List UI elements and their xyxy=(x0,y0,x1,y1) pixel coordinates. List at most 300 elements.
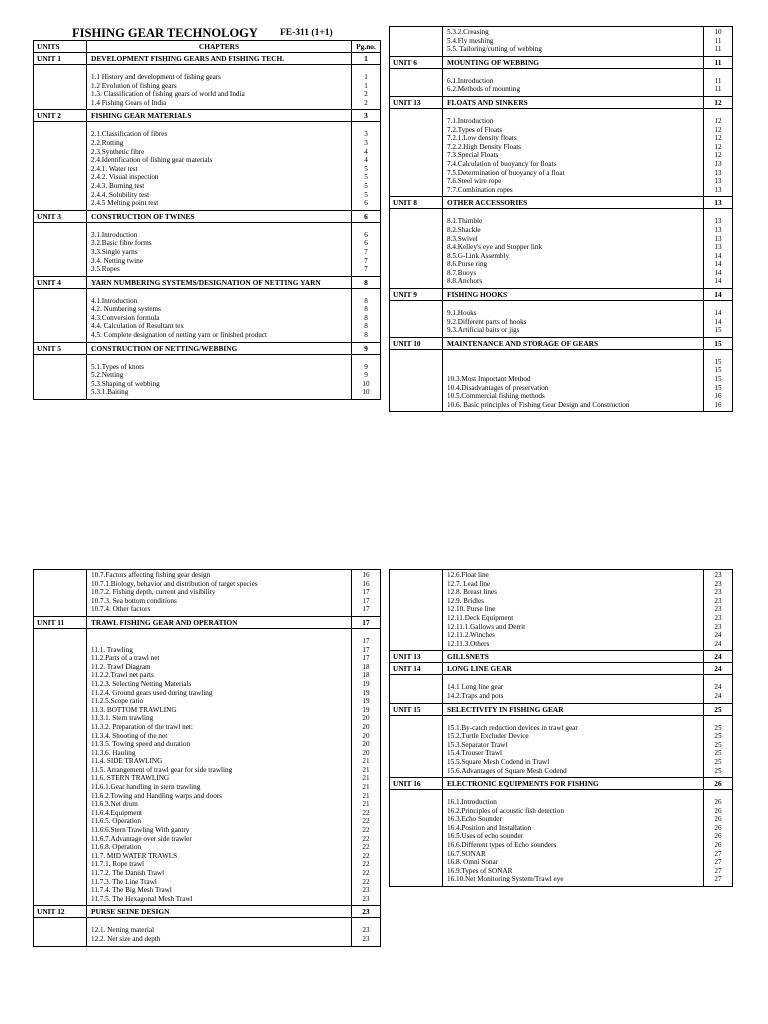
topic-page-number: 20 xyxy=(362,748,370,757)
topic-page-number: 23 xyxy=(362,886,370,895)
topic-page-number: 23 xyxy=(714,613,722,622)
unit-heading-row xyxy=(34,109,380,121)
unit-topics-row xyxy=(390,208,732,288)
topic-item: 11.6.3.Net drum xyxy=(91,800,138,809)
topic-pages xyxy=(352,223,380,276)
unit-label: UNIT 11 xyxy=(34,617,87,628)
topic-item: 10.7.2. Fishing depth, current and visibility xyxy=(91,588,216,597)
unit-title: CONSTRUCTION OF NETTING/WEBBING xyxy=(87,343,352,354)
topic-page-number: 19 xyxy=(362,688,370,697)
topic-page-number: 23 xyxy=(714,622,722,631)
unit-title: GILLSNETS xyxy=(443,651,704,662)
topic-item: 10.7.4. Other factors xyxy=(91,605,151,614)
topic-item: 12.8. Breast lines xyxy=(447,588,497,597)
unit-label: UNIT 8 xyxy=(390,197,443,208)
topic-page-number: 13 xyxy=(714,217,722,226)
unit-page: 14 xyxy=(714,290,722,300)
header-chapters: CHAPTERS xyxy=(87,41,352,52)
topic-item: 12.11.2.Winches xyxy=(447,631,495,640)
unit-blank-cell xyxy=(390,570,443,650)
topic-item: 11.3.4. Shooting of the net xyxy=(91,731,168,740)
topic-item: 2.4.1. Water test xyxy=(91,164,138,173)
topic-item: 12.10. Purse line xyxy=(447,605,496,614)
unit-title: MOUNTING OF WEBBING xyxy=(443,57,704,68)
topic-page-number: 26 xyxy=(714,832,722,841)
topic-item: 11.7.4. The Big Mesh Trawl xyxy=(91,886,172,895)
topic-item: 1.3. Classification of fishing gears of world and India xyxy=(91,90,245,99)
topic-item: 11.5. Arrangement of trawl gear for side trawling xyxy=(91,765,233,774)
unit-label: UNIT 9 xyxy=(390,289,443,300)
topic-page-number: 21 xyxy=(362,800,370,809)
topic-pages xyxy=(704,209,732,288)
topic-item: 11.7.2. The Danish Trawl xyxy=(91,869,165,877)
topic-page-number: 8 xyxy=(364,296,368,305)
topic-item: 12.2. Net size and depth xyxy=(91,934,161,943)
topic-page-number: 6 xyxy=(364,199,368,208)
topic-page-number: 22 xyxy=(362,860,370,869)
topic-item: 10.7.1.Biology, behavior and distribution of target species xyxy=(91,579,258,588)
topic-item: 6.2.Methods of mounting xyxy=(447,85,521,94)
topic-item: 3.4. Netting twine xyxy=(91,256,143,265)
unit-title: CONSTRUCTION OF TWINES xyxy=(87,211,352,222)
topic-page-number: 14 xyxy=(714,268,722,277)
topic-page-number: 25 xyxy=(714,723,722,732)
topic-item: 5.3.1.Baiting xyxy=(91,388,129,397)
topic-item: 11.2.3. Selecting Netting Materials xyxy=(91,679,192,688)
topic-pages xyxy=(352,65,380,109)
topic-list xyxy=(87,223,352,276)
topic-page-number: 27 xyxy=(714,875,722,884)
topic-item: 16.8. Omni Sonar xyxy=(447,858,499,867)
topic-page-number: 1 xyxy=(364,73,368,81)
topic-page-number: 9 xyxy=(364,362,368,371)
topic-page-number: 5 xyxy=(364,164,368,173)
unit-heading-row xyxy=(390,662,732,674)
topic-item: 11.2.5.Scope ratio xyxy=(91,697,144,706)
topic-page-number: 5 xyxy=(364,173,368,182)
topic-page-number: 2 xyxy=(364,98,368,107)
topic-page-number: 12 xyxy=(714,125,722,134)
unit-heading-row xyxy=(390,196,732,208)
topic-item: 10.7.3. Sea bottom conditions xyxy=(91,596,177,605)
topic-item: 9.1.Hooks xyxy=(447,309,477,318)
topic-item: 7.4.Calculation of buoyancy for floats xyxy=(447,159,557,168)
course-code: FE-311 (1+1) xyxy=(280,28,333,38)
topic-page-number: 13 xyxy=(714,168,722,177)
topic-item: 11.6.1.Gear handling in stern trawling xyxy=(91,783,201,792)
topic-item: 15.5.Square Mesh Codend in Trawl xyxy=(447,757,550,766)
unit-heading-row xyxy=(390,703,732,715)
unit-heading-row xyxy=(34,616,380,628)
topic-page-number: 8 xyxy=(364,313,368,322)
topic-page-number: 8 xyxy=(364,322,368,331)
topic-page-number: 7 xyxy=(364,256,368,265)
unit-blank-cell xyxy=(34,629,87,905)
topic-item: 11.6.5. Operation xyxy=(91,817,142,826)
unit-title: DEVELOPMENT FISHING GEARS AND FISHING TECH. xyxy=(87,53,352,64)
topic-item: 15.2.Turtle Excluder Device xyxy=(447,732,529,741)
topic-list xyxy=(87,570,352,616)
topic-page-number: 11 xyxy=(714,45,722,54)
topic-item: 10.7.Factors affecting fishing gear design xyxy=(91,571,211,579)
topic-item: 15.3.Separator Trawl xyxy=(447,740,508,749)
topic-item: 10.4.Disadvantages of preservation xyxy=(447,383,549,392)
topic-item: 10.5.Commercial fishing methods xyxy=(447,392,545,401)
topic-pages xyxy=(704,69,732,96)
topic-page-number: 22 xyxy=(362,826,370,835)
topic-item: 16.4.Position and Installation xyxy=(447,823,532,832)
topic-page-number: 15 xyxy=(714,326,722,335)
topic-item: 6.1.Introduction xyxy=(447,76,494,85)
unit-heading-row xyxy=(390,56,732,68)
topic-item: 11.6. STERN TRAWLING xyxy=(91,774,170,783)
topic-item: 14.1 Long line gear xyxy=(447,683,504,692)
topic-page-number: 26 xyxy=(714,806,722,815)
topic-page-number: 4 xyxy=(364,147,368,156)
topic-page-number: 14 xyxy=(714,317,722,326)
topic-item: 2.3.Synthetic fibre xyxy=(91,147,145,156)
unit-title: YARN NUMBERING SYSTEMS/DESIGNATION OF NETTING YARN xyxy=(87,277,352,288)
topic-page-number: 20 xyxy=(362,714,370,723)
unit-heading-row xyxy=(390,777,732,789)
unit-title: MAINTENANCE AND STORAGE OF GEARS xyxy=(443,338,704,349)
topic-item: 11.7.1. Rope trawl xyxy=(91,860,145,869)
topic-item: 11.4. SIDE TRAWLING xyxy=(91,757,163,766)
topic-page-number: 6 xyxy=(364,239,368,248)
unit-page: 26 xyxy=(714,779,722,789)
topic-item: 8.5.G-Link Assembly xyxy=(447,251,510,260)
topic-page-number: 3 xyxy=(364,130,368,139)
topic-page-number: 10 xyxy=(362,379,370,388)
unit-page: 3 xyxy=(364,111,368,121)
topic-page-number: 18 xyxy=(362,662,370,671)
unit-topics-row xyxy=(34,64,380,109)
unit-blank-cell xyxy=(390,301,443,337)
unit-topics-row xyxy=(34,222,380,276)
unit-label: UNIT 3 xyxy=(34,211,87,222)
unit-label: UNIT 6 xyxy=(390,57,443,68)
topic-item: 3.2.Basic fibre forms xyxy=(91,239,152,248)
topic-page-number: 12 xyxy=(714,116,722,125)
unit-blank-cell xyxy=(34,355,87,399)
topic-page-number: 26 xyxy=(714,823,722,832)
topic-item: 5.2.Netting xyxy=(91,371,124,380)
topic-item: 16.10.Net Monitoring System/Trawl eye xyxy=(447,875,564,884)
topic-item: 1.4 Fishing Gears of India xyxy=(91,98,167,107)
topic-pages xyxy=(704,301,732,337)
topic-pages xyxy=(352,122,380,209)
topic-page-number: 18 xyxy=(362,671,370,680)
topic-page-number: 14 xyxy=(714,277,722,286)
unit-topics-row xyxy=(34,288,380,342)
unit-page: 15 xyxy=(714,338,722,348)
unit-page: 6 xyxy=(364,211,368,221)
contents-table xyxy=(389,26,733,412)
topic-item: 11.7.3. The Line Trawl xyxy=(91,877,157,886)
topic-item: 2.4.4. Solubility test xyxy=(91,190,150,199)
unit-heading-row xyxy=(34,276,380,288)
topic-item: 11.6.8. Operation xyxy=(91,843,142,852)
topic-list xyxy=(443,27,704,56)
topic-item: 11.2.4. Ground gears used during trawling xyxy=(91,688,213,697)
topic-item: 11.1. Trawling xyxy=(91,645,133,654)
topic-page-number: 7 xyxy=(364,265,368,274)
topic-page-number: 16 xyxy=(714,392,722,401)
topic-list xyxy=(443,790,704,886)
topic-page-number: 19 xyxy=(362,697,370,706)
topic-page-number: 21 xyxy=(362,783,370,792)
topic-item: 16.6.Different types of Echo sounders xyxy=(447,841,557,850)
unit-label: UNIT 5 xyxy=(34,343,87,354)
header-units: UNITS xyxy=(34,41,87,52)
topic-item: 8.6.Purse ring xyxy=(447,260,488,269)
unit-topics-row xyxy=(390,674,732,702)
topic-page-number: 17 xyxy=(362,636,370,645)
topic-page-number: 13 xyxy=(714,225,722,234)
unit-title: FISHING GEAR MATERIALS xyxy=(87,110,352,121)
topic-list xyxy=(87,289,352,342)
unit-title: TRAWL FISHING GEAR AND OPERATION xyxy=(87,617,352,628)
unit-blank-cell xyxy=(390,27,443,56)
unit-topics-row xyxy=(34,917,380,945)
unit-title: FISHING HOOKS xyxy=(443,289,704,300)
topic-page-number: 17 xyxy=(362,645,370,654)
topic-page-number: 12 xyxy=(714,142,722,151)
topic-page-number: 22 xyxy=(362,851,370,860)
topic-item: 12.11.Deck Equipment xyxy=(447,613,514,622)
topic-item: 8.2.Shackle xyxy=(447,225,481,234)
topic-pages xyxy=(704,790,732,886)
topic-page-number: 23 xyxy=(362,926,370,935)
unit-page: 11 xyxy=(714,57,722,67)
topic-pages xyxy=(704,109,732,196)
contents-table xyxy=(33,40,381,400)
topic-page-number: 1 xyxy=(364,81,368,90)
topic-item: 16.3.Echo Sounder xyxy=(447,815,502,824)
topic-item: 11.6.2.Towing and Handling warps and doors xyxy=(91,791,222,800)
unit-topics-row xyxy=(390,300,732,337)
unit-blank-cell xyxy=(390,109,443,196)
topic-item: 7.2.Types of Floats xyxy=(447,125,502,134)
topic-item: 15.4.Trouser Trawl xyxy=(447,749,503,758)
unit-blank-cell xyxy=(390,790,443,886)
topic-pages xyxy=(704,716,732,778)
topic-page-number: 17 xyxy=(362,605,370,614)
topic-page-number: 9 xyxy=(364,371,368,380)
topic-page-number: 14 xyxy=(714,251,722,260)
header-pgno: Pg.no. xyxy=(356,42,376,51)
topic-item: 8.8.Anchors xyxy=(447,277,483,286)
topic-page-number: 16 xyxy=(362,571,370,579)
unit-label: UNIT 1 xyxy=(34,53,87,64)
topic-item: 2.4.5 Melting point test xyxy=(91,199,159,208)
topic-item: 12.6.Float line xyxy=(447,571,489,579)
unit-topics-row xyxy=(390,570,732,650)
unit-page: 25 xyxy=(714,704,722,714)
topic-page-number: 15 xyxy=(714,357,722,366)
topic-item: 7.2.1.Low density floats xyxy=(447,134,517,143)
topic-page-number: 22 xyxy=(362,877,370,886)
unit-blank-cell xyxy=(390,209,443,288)
topic-item: 2.4.2. Visual inspection xyxy=(91,173,159,182)
unit-heading-row xyxy=(34,905,380,917)
topic-item: 1.1 History and development of fishing gears xyxy=(91,73,221,81)
topic-item: 7.7.Combination ropes xyxy=(447,185,513,194)
topic-page-number: 23 xyxy=(714,596,722,605)
topic-item: 14.2.Traps and pots xyxy=(447,691,504,700)
unit-label: UNIT 16 xyxy=(390,778,443,789)
topic-page-number: 20 xyxy=(362,740,370,749)
topic-page-number: 22 xyxy=(362,834,370,843)
unit-title: SELECTIVITY IN FISHING GEAR xyxy=(443,704,704,715)
topic-page-number: 15 xyxy=(714,366,722,375)
topic-page-number: 23 xyxy=(362,934,370,943)
topic-page-number: 11 xyxy=(714,76,722,85)
topic-item: 11.3.5. Towing speed and duration xyxy=(91,740,191,749)
topic-item: 12.1. Netting material xyxy=(91,926,155,935)
topic-page-number: 4 xyxy=(364,156,368,165)
unit-label: UNIT 2 xyxy=(34,110,87,121)
topic-page-number: 22 xyxy=(362,843,370,852)
topic-list xyxy=(443,301,704,337)
unit-blank-cell xyxy=(390,350,443,412)
topic-pages xyxy=(704,27,732,56)
topic-item: 3.5.Ropes xyxy=(91,265,120,274)
topic-item: 16.1.Introduction xyxy=(447,798,497,807)
topic-page-number: 25 xyxy=(714,749,722,758)
topic-page-number: 13 xyxy=(714,243,722,252)
topic-page-number: 19 xyxy=(362,679,370,688)
topic-item: 16.5.Uses of echo sounder xyxy=(447,832,524,841)
topic-item: 11.3. BOTTOM TRAWLING xyxy=(91,705,177,714)
topic-item xyxy=(447,366,699,375)
topic-item: 2.2.Rotting xyxy=(91,138,124,147)
topic-page-number: 21 xyxy=(362,774,370,783)
topic-page-number: 21 xyxy=(362,757,370,766)
topic-page-number: 23 xyxy=(714,588,722,597)
unit-page: 13 xyxy=(714,198,722,208)
topic-page-number: 7 xyxy=(364,247,368,256)
topic-page-number: 10 xyxy=(714,28,722,36)
unit-topics-row xyxy=(34,121,380,209)
unit-title: OTHER ACCESSORIES xyxy=(443,197,704,208)
topic-page-number: 23 xyxy=(714,579,722,588)
topic-item: 3.1.Introduction xyxy=(91,230,138,239)
unit-heading-row xyxy=(390,337,732,349)
topic-page-number: 27 xyxy=(714,858,722,867)
topic-page-number: 24 xyxy=(714,683,722,692)
topic-page-number: 26 xyxy=(714,815,722,824)
topic-item: 16.2.Principles of acoustic fish detection xyxy=(447,806,564,815)
contents-table xyxy=(33,569,381,947)
unit-page: 17 xyxy=(362,617,370,627)
topic-list xyxy=(87,65,352,109)
unit-blank-cell xyxy=(34,570,87,616)
topic-item: 2.4.Identification of fishing gear materials xyxy=(91,156,213,165)
topic-item: 12.7. Lead line xyxy=(447,579,491,588)
topic-item: 15.6.Advantages of Square Mesh Codend xyxy=(447,766,567,775)
topic-page-number: 15 xyxy=(714,383,722,392)
topic-item: 11.7.5. The Hexagonal Mesh Trawl xyxy=(91,894,193,903)
unit-topics-row xyxy=(390,789,732,886)
unit-label: UNIT 12 xyxy=(34,906,87,917)
unit-page: 24 xyxy=(714,652,722,662)
unit-blank-cell xyxy=(390,675,443,702)
unit-topics-row xyxy=(390,108,732,196)
topic-item: 5.3.Shaping of webbing xyxy=(91,379,160,388)
unit-topics-row xyxy=(390,68,732,96)
topic-item: 5.5. Tailoring/cutting of webbing xyxy=(447,45,542,54)
unit-page: 23 xyxy=(362,907,370,917)
topic-item: 11.7. MID WATER TRAWLS xyxy=(91,851,178,860)
topic-page-number: 22 xyxy=(362,817,370,826)
topic-page-number: 8 xyxy=(364,331,368,340)
topic-item: 9.3.Artificial baits or jigs xyxy=(447,326,520,335)
topic-page-number: 26 xyxy=(714,841,722,850)
topic-item: 4.4. Calculation of Resultant tex xyxy=(91,322,185,331)
topic-item: 5.3.2.Creasing xyxy=(447,28,489,36)
unit-heading-row xyxy=(390,96,732,108)
unit-heading-row xyxy=(34,210,380,222)
topic-page-number: 16 xyxy=(714,400,722,409)
unit-title: ELECTRONIC EQUIPMENTS FOR FISHING xyxy=(443,778,704,789)
topic-list xyxy=(443,716,704,778)
topic-list xyxy=(443,109,704,196)
unit-title: FLOATS AND SINKERS xyxy=(443,97,704,108)
topic-page-number: 17 xyxy=(362,596,370,605)
topic-page-number: 25 xyxy=(714,740,722,749)
topic-item: 8.3.Swivel xyxy=(447,234,478,243)
topic-pages xyxy=(352,289,380,342)
topic-list xyxy=(87,918,352,945)
document-title: FISHING GEAR TECHNOLOGY xyxy=(72,26,258,40)
topic-page-number: 23 xyxy=(714,605,722,614)
topic-item: 5.4.Fly meshing xyxy=(447,36,494,45)
topic-page-number: 27 xyxy=(714,849,722,858)
topic-page-number: 13 xyxy=(714,185,722,194)
topic-page-number: 22 xyxy=(362,808,370,817)
topic-page-number: 5 xyxy=(364,190,368,199)
unit-title: LONG LINE GEAR xyxy=(443,663,704,674)
topic-item: 8.7.Buoys xyxy=(447,268,477,277)
topic-list xyxy=(443,209,704,288)
unit-topics-row xyxy=(390,349,732,412)
topic-list xyxy=(87,355,352,399)
topic-pages xyxy=(704,350,732,412)
topic-item: 4.5. Complete designation of netting yarn or finished product xyxy=(91,331,268,340)
topic-page-number: 23 xyxy=(714,571,722,579)
topic-item: 7.2.2.High Density Floats xyxy=(447,142,522,151)
unit-heading-row xyxy=(390,650,732,662)
topic-item: 16.7.SONAR xyxy=(447,849,486,858)
topic-item: 7.6.Steel wire rope xyxy=(447,177,502,186)
unit-label: UNIT 15 xyxy=(390,704,443,715)
unit-label: UNIT 14 xyxy=(390,663,443,674)
topic-page-number: 23 xyxy=(362,894,370,903)
topic-page-number: 21 xyxy=(362,791,370,800)
topic-item: 15.1.By-catch reduction devices in trawl gear xyxy=(447,723,578,732)
unit-page: 8 xyxy=(364,277,368,287)
topic-page-number: 21 xyxy=(362,765,370,774)
topic-page-number: 13 xyxy=(714,234,722,243)
topic-page-number: 6 xyxy=(364,230,368,239)
topic-pages xyxy=(352,355,380,399)
unit-blank-cell xyxy=(34,289,87,342)
topic-item: 2.1.Classification of fibres xyxy=(91,130,168,139)
unit-topics-row xyxy=(34,570,380,616)
topic-item: 12.11.3.Others xyxy=(447,639,490,648)
topic-page-number: 25 xyxy=(714,766,722,775)
